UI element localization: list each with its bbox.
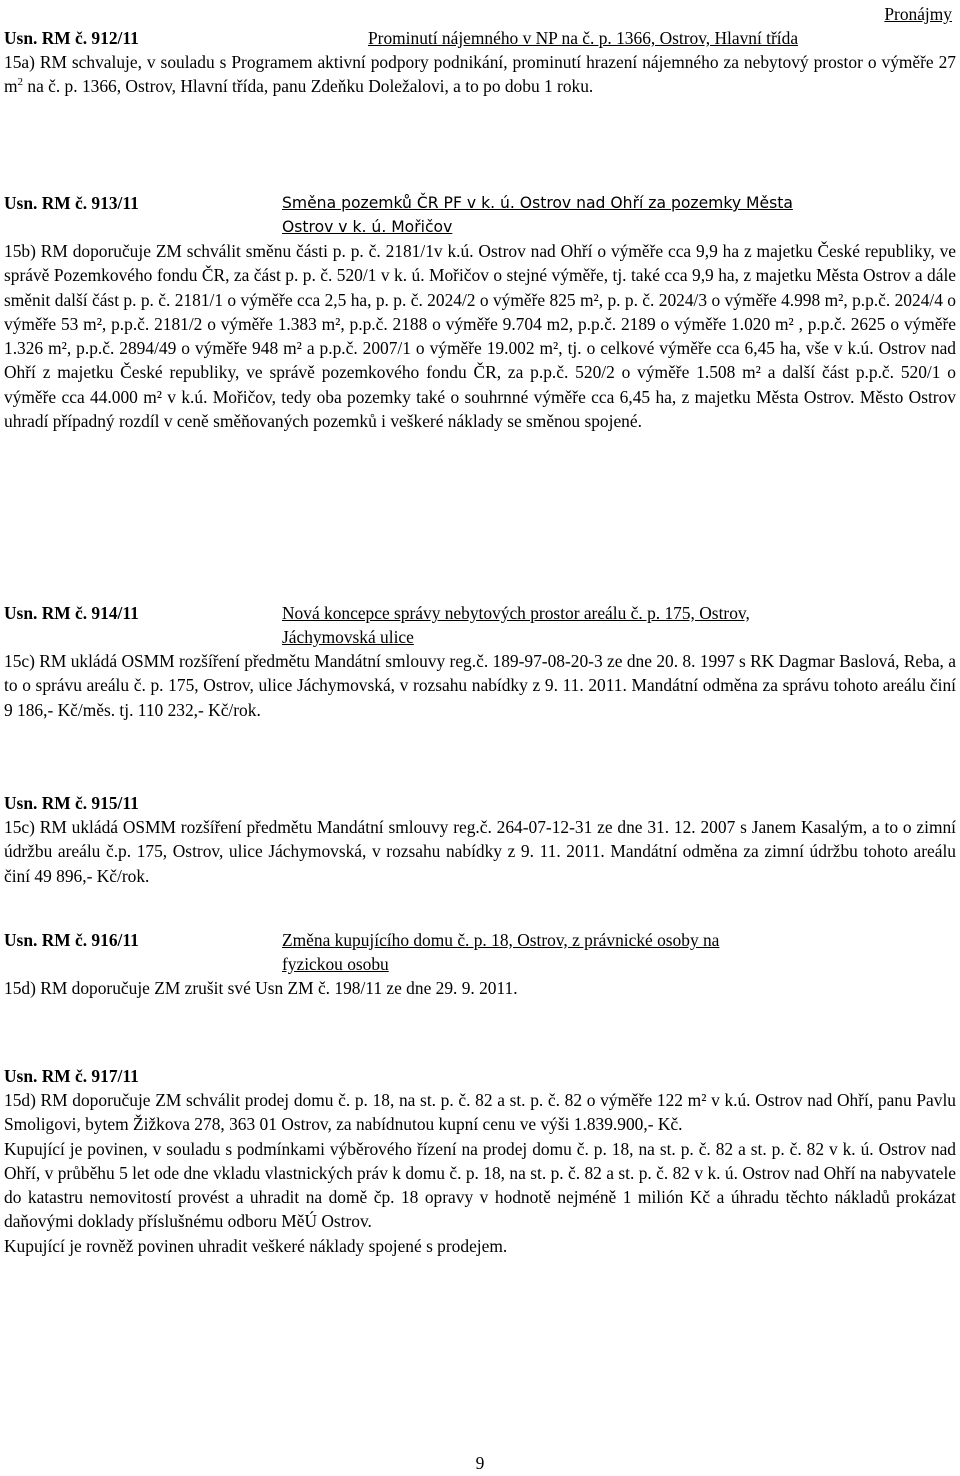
resolution-number: Usn. RM č. 917/11 bbox=[4, 1066, 139, 1086]
resolution-title: Změna kupujícího domu č. p. 18, Ostrov, z právnické osoby na bbox=[282, 930, 720, 950]
resolution-916 bbox=[4, 928, 956, 1000]
resolution-title: Nová koncepce správy nebytových prostor areálu č. p. 175, Ostrov, bbox=[282, 603, 750, 623]
resolution-title-line2: Jáchymovská ulice bbox=[282, 627, 414, 647]
resolution-917 bbox=[4, 1064, 956, 1258]
resolution-913 bbox=[4, 191, 956, 433]
resolution-number: Usn. RM č. 915/11 bbox=[4, 793, 139, 813]
resolution-number: Usn. RM č. 916/11 bbox=[4, 930, 139, 950]
resolution-text: 15c) RM ukládá OSMM rozšíření předmětu Mandátní smlouvy reg.č. 189-97-08-20-3 ze dne 20. 8. 1997 s RK Dagmar Baslová, Reba, a to o správu areálu č. p. 175, Ostrov, ulice Jáchymovská, v rozsahu nabídky z 9. 11. 2011. Mandátní odměna za správu tohoto areálu činí 9 186,- Kč/měs. tj. 110 232,- Kč/rok. bbox=[4, 651, 956, 720]
resolution-text: 15c) RM ukládá OSMM rozšíření předmětu Mandátní smlouvy reg.č. 264-07-12-31 ze dne 31. 12. 2007 s Janem Kasalým, a to o zimní údržbu areálu č.p. 175, Ostrov, ulice Jáchymovská, v rozsahu nabídky z 9. 11. 2011. Mandátní odměna za zimní údržbu tohoto areálu činí 49 896,- Kč/rok. bbox=[4, 817, 956, 886]
resolution-914 bbox=[4, 601, 956, 722]
resolution-number: Usn. RM č. 912/11 bbox=[4, 28, 139, 48]
resolution-text: 15d) RM doporučuje ZM schválit prodej domu č. p. 18, na st. p. č. 82 a st. p. č. 82 o výměře 122 m² v k.ú. Ostrov nad Ohří, panu Pavlu Smoligovi, bytem Žižkova 278, 363 01 Ostrov, za nabídnutou kupní cenu ve výši 1.839.900,- Kč. bbox=[4, 1090, 956, 1135]
resolution-912 bbox=[4, 26, 956, 99]
resolution-text-costs: Kupující je rovněž povinen uhradit veškeré náklady spojené s prodejem. bbox=[4, 1235, 508, 1256]
resolution-number: Usn. RM č. 913/11 bbox=[4, 193, 139, 213]
resolution-title-line2: fyzickou osobu bbox=[282, 954, 389, 974]
resolution-text-condition: Kupující je povinen, v souladu s podmínkami výběrového řízení na prodej domu č. p. 18, na st. p. č. 82 a st. p. č. 82 v k. ú. Ostrov nad Ohří, v průběhu 5 let ode dne vkladu vlastnických práv k domu č. p. 18, na st. p. č. 82 a st. p. č. 82 v k. ú. Ostrov nad Ohří na nabyvatele do katastru nemovitostí provést a uhradit na domě čp. 18 opravy v hodnotě nejméně 1 milión Kč a úhradu těchto nákladů prokázat daňovými doklady příslušnému odboru MěÚ Ostrov. bbox=[4, 1138, 956, 1232]
document-page bbox=[4, 0, 956, 1476]
page-number: 9 bbox=[475, 1453, 485, 1473]
resolution-915 bbox=[4, 791, 956, 888]
resolution-text: 15b) RM doporučuje ZM schválit směnu části p. p. č. 2181/1v k.ú. Ostrov nad Ohří o výměře cca 9,9 ha z majetku České republiky, ve správě Pozemkového fondu ČR, za část p. p. č. 520/1 v k. ú. Mořičov o stejné výměře, tj. také cca 9,9 ha, z majetku Města Ostrov a dále směnit další část p. p. č. 2181/1 o výměře cca 2,5 ha, p. p. č. 2024/2 o výměře 825 m², p. p. č. 2024/3 o výměře 4.998 m², p.p.č. 2024/4 o výměře 53 m², p.p.č. 2181/2 o výměře 1.383 m², p.p.č. 2188 o výměře 9.704 m2, p.p.č. 2189 o výměře 1.020 m² , p.p.č. 2625 o výměře 1.326 m², p.p.č. 2894/49 o výměře 948 m² a p.p.č. 2007/1 o výměře 19.002 m², tj. o celkové výměře cca 6,45 ha, vše v k.ú. Ostrov nad Ohří z majetku České republiky, ve správě pozemkového fondu ČR, za p.p.č. 520/2 o výměře 1.508 m² a další část p.p.č. 520/1 o výměře cca 44.000 m² v k.ú. Mořičov, tedy oba pozemky také o souhrnné výměře cca 6,45 ha, z majetku Města Ostrov. Město Ostrov uhradí případný rozdíl v ceně směňovaných pozemků i veškeré náklady se směnou spojené. bbox=[4, 241, 956, 432]
resolution-title: Prominutí nájemného v NP na č. p. 1366, Ostrov, Hlavní třída bbox=[368, 28, 799, 48]
resolution-title-line2: Ostrov v k. ú. Mořičov bbox=[282, 218, 453, 236]
resolution-number: Usn. RM č. 914/11 bbox=[4, 603, 139, 623]
section-label: Pronájmy bbox=[884, 4, 952, 24]
resolution-text: 15d) RM doporučuje ZM zrušit své Usn ZM č. 198/11 ze dne 29. 9. 2011. bbox=[4, 978, 518, 998]
resolution-text: 15a) RM schvaluje, v souladu s Programem aktivní podpory podnikání, prominutí hrazení nájemného za nebytový prostor o výměře 27 $m^2$ na č. p. 1366, Ostrov, Hlavní třída, panu Zdeňku Doležalovi, a to po dobu 1 roku. bbox=[4, 52, 956, 97]
resolution-title: Směna pozemků ČR PF v k. ú. Ostrov nad Ohří za pozemky Města bbox=[282, 194, 793, 212]
